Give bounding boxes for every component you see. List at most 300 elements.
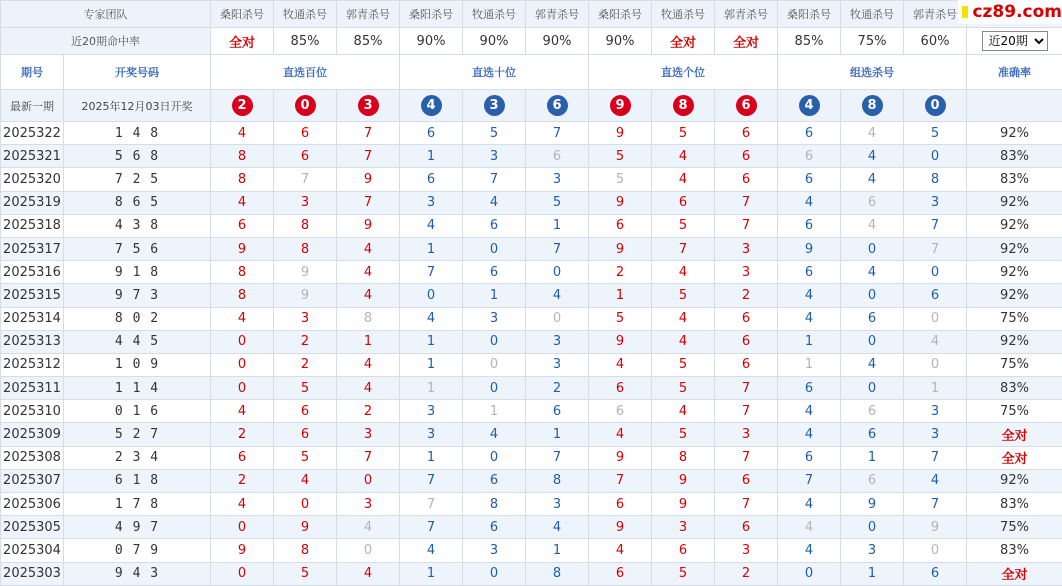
kill-number: 9 [652,469,715,492]
draw-numbers: 5 6 8 [64,145,211,168]
table-row [1,446,1062,469]
expert-name: 桑阳杀号 [589,1,652,28]
kill-number: 6 [211,446,274,469]
latest-ball-cell [337,90,400,122]
issue-number: 2025319 [1,191,64,214]
kill-number: 3 [904,423,967,446]
kill-number: 5 [589,145,652,168]
kill-number: 6 [715,122,778,145]
table-row [1,353,1062,376]
kill-number: 6 [652,191,715,214]
kill-number: 7 [715,191,778,214]
kill-number: 4 [463,191,526,214]
kill-number: 6 [778,261,841,284]
expert-name: 桑阳杀号 [778,1,841,28]
table-row [1,307,1062,330]
table-row [1,423,1062,446]
expert-name: 牧通杀号 [463,1,526,28]
kill-number: 6 [715,168,778,191]
kill-number: 0 [904,307,967,330]
kill-number: 8 [211,168,274,191]
table-row [1,122,1062,145]
kill-number: 4 [274,469,337,492]
table-row [1,562,1062,585]
kill-number: 4 [337,562,400,585]
latest-draw-row [1,90,1062,122]
kill-number: 5 [463,122,526,145]
kill-number: 7 [778,469,841,492]
accuracy-value: 92% [967,237,1062,260]
latest-ball-cell [589,90,652,122]
kill-number: 0 [904,539,967,562]
kill-number: 6 [841,423,904,446]
kill-number: 9 [211,539,274,562]
kill-number: 6 [778,214,841,237]
accuracy-value: 83% [967,539,1062,562]
kill-number: 8 [526,562,589,585]
kill-number: 9 [274,516,337,539]
kill-number: 9 [211,237,274,260]
kill-number: 0 [211,516,274,539]
kill-number: 7 [400,469,463,492]
kill-number: 7 [400,516,463,539]
kill-number: 7 [904,446,967,469]
kill-number: 3 [400,423,463,446]
issue-number: 2025303 [1,562,64,585]
kill-number: 7 [715,446,778,469]
kill-number: 4 [589,423,652,446]
draw-numbers: 2 3 4 [64,446,211,469]
kill-number: 4 [589,353,652,376]
latest-ball-cell [274,90,337,122]
accuracy-value: 92% [967,214,1062,237]
kill-number: 4 [337,516,400,539]
kill-number: 0 [463,562,526,585]
issue-number: 2025308 [1,446,64,469]
kill-number: 7 [400,493,463,516]
accuracy-value: 全对 [967,562,1062,585]
kill-number: 4 [778,191,841,214]
draw-numbers: 0 1 6 [64,400,211,423]
expert-name: 桑阳杀号 [211,1,274,28]
draw-numbers: 4 3 8 [64,214,211,237]
kill-number: 0 [526,307,589,330]
draw-ball: 6 [547,95,568,116]
kill-number: 3 [715,539,778,562]
latest-accuracy-cell [967,90,1062,122]
kill-number: 4 [211,493,274,516]
kill-number: 3 [463,539,526,562]
issue-number: 2025313 [1,330,64,353]
issue-number: 2025315 [1,284,64,307]
draw-numbers: 5 2 7 [64,423,211,446]
kill-number: 1 [400,330,463,353]
kill-number: 4 [778,539,841,562]
kill-number: 4 [337,261,400,284]
kill-number: 4 [904,330,967,353]
kill-number: 5 [274,562,337,585]
kill-number: 8 [337,307,400,330]
expert-hit-rate: 85% [274,28,337,55]
kill-number: 7 [526,446,589,469]
kill-number: 6 [715,353,778,376]
draw-ball: 0 [925,95,946,116]
kill-number: 4 [841,214,904,237]
period-select[interactable] [982,31,1048,51]
kill-number: 3 [715,423,778,446]
kill-number: 1 [904,377,967,400]
kill-number: 1 [337,330,400,353]
accuracy-value: 92% [967,469,1062,492]
expert-hit-rate: 全对 [715,28,778,55]
kill-number: 1 [526,423,589,446]
kill-number: 1 [778,353,841,376]
kill-number: 9 [337,214,400,237]
accuracy-value: 全对 [967,423,1062,446]
latest-ball-cell [400,90,463,122]
kill-number: 0 [463,446,526,469]
logo-text: cz89.com [972,2,1062,22]
issue-number: 2025305 [1,516,64,539]
table-row [1,191,1062,214]
kill-number: 7 [715,493,778,516]
kill-number: 3 [526,493,589,516]
kill-number: 7 [337,191,400,214]
table-row [1,168,1062,191]
kill-number: 0 [337,469,400,492]
kill-number: 1 [400,377,463,400]
expert-name: 牧通杀号 [652,1,715,28]
issue-number: 2025311 [1,377,64,400]
draw-numbers: 9 4 3 [64,562,211,585]
kill-number: 9 [589,446,652,469]
kill-number: 1 [400,145,463,168]
draw-ball: 3 [358,95,379,116]
table-row [1,145,1062,168]
kill-number: 1 [400,237,463,260]
kill-number: 0 [211,377,274,400]
kill-number: 4 [778,284,841,307]
expert-team-label: 专家团队 [1,1,211,28]
kill-number: 6 [652,539,715,562]
kill-number: 3 [400,191,463,214]
draw-numbers: 7 5 6 [64,237,211,260]
kill-number: 5 [274,377,337,400]
kill-number: 4 [841,261,904,284]
kill-number: 6 [715,469,778,492]
draw-ball: 2 [232,95,253,116]
kill-number: 5 [652,122,715,145]
draw-ball: 8 [673,95,694,116]
latest-ball-cell [715,90,778,122]
kill-number: 4 [337,377,400,400]
issue-number: 2025304 [1,539,64,562]
kill-number: 0 [841,284,904,307]
kill-number: 7 [526,122,589,145]
kill-number: 1 [589,284,652,307]
draw-ball: 0 [295,95,316,116]
kill-number: 0 [211,330,274,353]
kill-number: 5 [589,168,652,191]
expert-name: 桑阳杀号 [400,1,463,28]
issue-number: 2025314 [1,307,64,330]
kill-number: 5 [274,446,337,469]
kill-number: 4 [337,284,400,307]
kill-number: 3 [715,261,778,284]
kill-number: 6 [778,145,841,168]
kill-number: 6 [841,307,904,330]
expert-hit-rate: 75% [841,28,904,55]
table-row [1,469,1062,492]
kill-number: 7 [715,377,778,400]
issue-number: 2025320 [1,168,64,191]
kill-number: 6 [778,377,841,400]
kill-number: 6 [778,122,841,145]
kill-number: 2 [274,330,337,353]
kill-number: 2 [274,353,337,376]
kill-number: 4 [778,307,841,330]
expert-hit-rate: 85% [337,28,400,55]
expert-hit-rate: 90% [589,28,652,55]
kill-number: 1 [400,353,463,376]
kill-number: 0 [463,377,526,400]
kill-number: 4 [652,145,715,168]
table-row [1,261,1062,284]
expert-hit-rate: 90% [400,28,463,55]
draw-numbers: 1 0 9 [64,353,211,376]
kill-number: 1 [463,284,526,307]
kill-number: 0 [211,353,274,376]
issue-number: 2025307 [1,469,64,492]
kill-number: 9 [589,237,652,260]
kill-number: 6 [274,122,337,145]
kill-number: 2 [211,469,274,492]
table-row [1,284,1062,307]
kill-number: 6 [904,284,967,307]
draw-numbers: 7 2 5 [64,168,211,191]
expert-name: 郭青杀号 [526,1,589,28]
draw-numbers: 9 7 3 [64,284,211,307]
table-row [1,539,1062,562]
kill-number: 7 [337,446,400,469]
expert-hit-rate: 60% [904,28,967,55]
kill-number: 0 [463,237,526,260]
kill-number: 5 [652,353,715,376]
kill-number: 9 [589,516,652,539]
kill-number: 4 [652,307,715,330]
kill-number: 9 [904,516,967,539]
numbers-header: 开奖号码 [64,55,211,90]
kill-number: 3 [400,400,463,423]
column-header-row [1,55,1062,90]
expert-name: 郭青杀号 [904,1,967,28]
kill-number: 8 [526,469,589,492]
table-row [1,214,1062,237]
kill-number: 0 [841,237,904,260]
kill-number: 9 [841,493,904,516]
kill-number: 3 [463,145,526,168]
latest-ball-cell [526,90,589,122]
draw-ball: 4 [421,95,442,116]
table-row [1,237,1062,260]
table-row [1,516,1062,539]
issue-number: 2025318 [1,214,64,237]
kill-number: 7 [274,168,337,191]
kill-number: 6 [841,400,904,423]
kill-number: 0 [463,353,526,376]
kill-number: 6 [589,214,652,237]
kill-number: 8 [211,145,274,168]
accuracy-value: 83% [967,377,1062,400]
kill-number: 3 [526,168,589,191]
kill-number: 6 [274,423,337,446]
kill-number: 7 [589,469,652,492]
kill-number: 4 [652,168,715,191]
draw-ball: 3 [484,95,505,116]
kill-number: 7 [463,168,526,191]
draw-numbers: 9 1 8 [64,261,211,284]
expert-name: 郭青杀号 [715,1,778,28]
accuracy-value: 92% [967,330,1062,353]
draw-numbers: 1 4 8 [64,122,211,145]
accuracy-value: 92% [967,191,1062,214]
kill-number: 8 [463,493,526,516]
kill-number: 3 [463,307,526,330]
kill-number: 4 [211,400,274,423]
latest-ball-cell [652,90,715,122]
period-select-cell [967,28,1062,55]
kill-number: 8 [652,446,715,469]
kill-number: 9 [274,261,337,284]
period-header: 期号 [1,55,64,90]
draw-numbers: 6 1 8 [64,469,211,492]
kill-number: 4 [526,516,589,539]
kill-number: 1 [841,562,904,585]
kill-number: 4 [400,307,463,330]
accuracy-value: 83% [967,168,1062,191]
kill-number: 4 [211,191,274,214]
kill-number: 1 [841,446,904,469]
kill-number: 6 [904,562,967,585]
kill-number: 4 [211,122,274,145]
site-logo[interactable] [958,0,1062,24]
kill-number: 7 [715,400,778,423]
kill-number: 6 [715,307,778,330]
kill-number: 3 [274,191,337,214]
accuracy-value: 92% [967,261,1062,284]
expert-name: 牧通杀号 [274,1,337,28]
kill-number: 2 [589,261,652,284]
draw-numbers: 1 1 4 [64,377,211,400]
expert-name: 牧通杀号 [841,1,904,28]
issue-number: 2025317 [1,237,64,260]
kill-number: 8 [274,539,337,562]
kill-number: 4 [463,423,526,446]
accuracy-value: 75% [967,353,1062,376]
kill-number: 6 [526,400,589,423]
kill-number: 0 [274,493,337,516]
kill-number: 8 [211,261,274,284]
kill-number: 4 [337,237,400,260]
kill-number: 6 [841,191,904,214]
draw-ball: 6 [736,95,757,116]
accuracy-value: 75% [967,400,1062,423]
latest-ball-cell [841,90,904,122]
kill-number: 8 [211,284,274,307]
kill-number: 3 [337,493,400,516]
kill-number: 4 [778,493,841,516]
accuracy-value: 92% [967,284,1062,307]
kill-number: 3 [337,423,400,446]
kill-number: 4 [211,307,274,330]
kill-number: 7 [400,261,463,284]
kill-number: 8 [904,168,967,191]
kill-number: 5 [652,214,715,237]
kill-number: 6 [400,168,463,191]
kill-number: 3 [841,539,904,562]
kill-number: 9 [589,191,652,214]
draw-ball: 9 [610,95,631,116]
draw-numbers: 4 4 5 [64,330,211,353]
kill-number: 6 [715,145,778,168]
units-header: 直选个位 [589,55,778,90]
issue-number: 2025310 [1,400,64,423]
kill-number: 4 [841,353,904,376]
kill-number: 6 [463,261,526,284]
kill-number: 2 [715,284,778,307]
issue-number: 2025322 [1,122,64,145]
kill-number: 3 [715,237,778,260]
kill-number: 7 [904,237,967,260]
draw-numbers: 0 7 9 [64,539,211,562]
draw-numbers: 8 6 5 [64,191,211,214]
expert-hit-rate: 90% [463,28,526,55]
table-row [1,377,1062,400]
kill-number: 7 [337,145,400,168]
kill-number: 6 [589,377,652,400]
kill-number: 0 [400,284,463,307]
kill-number: 4 [778,423,841,446]
kill-number: 4 [400,539,463,562]
kill-number: 8 [274,214,337,237]
kill-number: 4 [841,122,904,145]
kill-number: 3 [904,400,967,423]
kill-number: 0 [904,353,967,376]
table-row [1,400,1062,423]
kill-number: 0 [337,539,400,562]
kill-number: 3 [526,330,589,353]
latest-label: 最新一期 [1,90,64,122]
kill-number: 4 [400,214,463,237]
kill-number: 1 [526,539,589,562]
expert-header-row [1,1,1062,28]
latest-ball-cell [211,90,274,122]
kill-number: 6 [274,145,337,168]
kill-number: 6 [589,493,652,516]
accuracy-value: 全对 [967,446,1062,469]
kill-number: 6 [778,446,841,469]
issue-number: 2025306 [1,493,64,516]
kill-number: 4 [841,145,904,168]
kill-number: 7 [652,237,715,260]
kill-number: 6 [715,516,778,539]
draw-ball: 4 [799,95,820,116]
kill-number: 6 [211,214,274,237]
kill-number: 9 [778,237,841,260]
kill-number: 6 [274,400,337,423]
kill-number: 1 [778,330,841,353]
logo-square-icon [962,6,968,18]
